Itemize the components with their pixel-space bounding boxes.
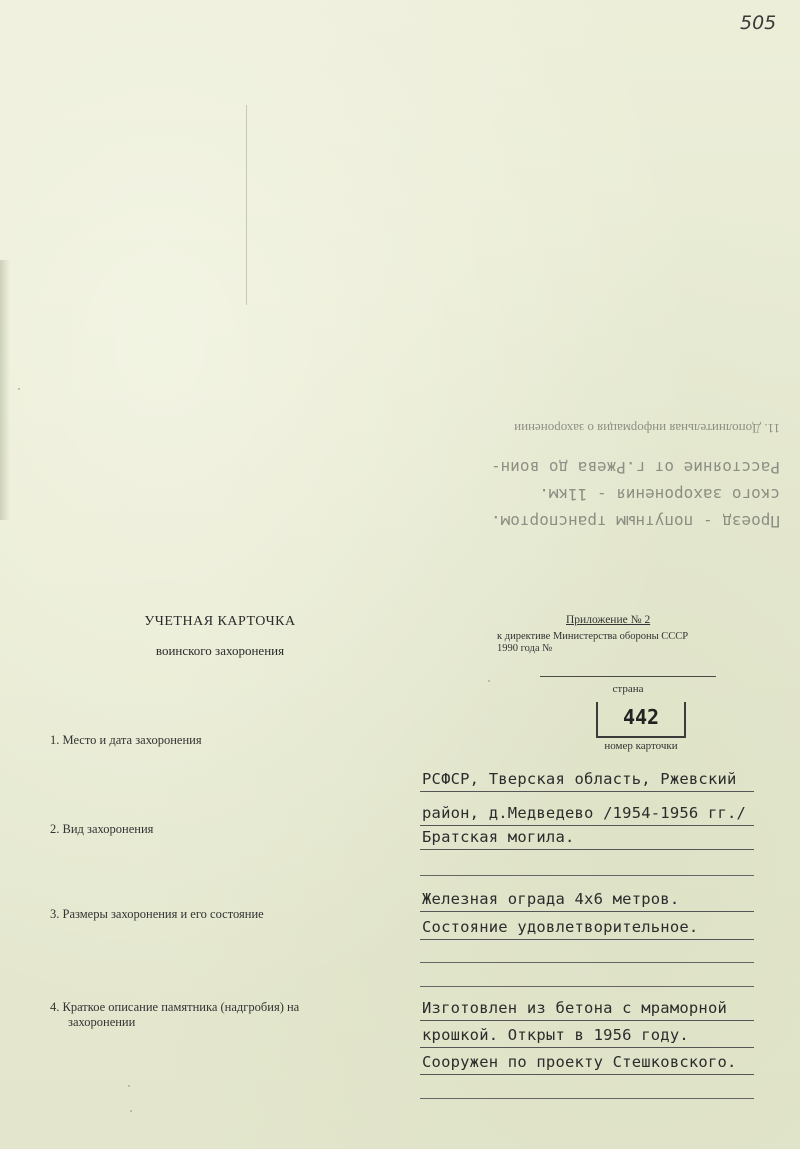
paper-edge-shadow	[0, 260, 10, 520]
card-number: 442	[596, 702, 686, 738]
field-label-line: 4. Краткое описание памятника (надгробия) на	[50, 1000, 300, 1014]
typed-text: крошкой. Открыт в 1956 году.	[422, 1026, 689, 1044]
blank-line	[420, 986, 754, 987]
field-label-line: захоронении	[68, 1015, 136, 1029]
typed-text: РСФСР, Тверская область, Ржевский	[422, 770, 737, 788]
typed-text: Братская могила.	[422, 828, 575, 846]
field-value-line	[420, 764, 754, 792]
card-number-label: номер карточки	[604, 740, 678, 752]
country-line	[540, 676, 716, 677]
field-value-line	[420, 912, 754, 940]
paper-speck	[488, 680, 490, 682]
typed-text: Железная ограда 4х6 метров.	[422, 890, 680, 908]
page-number: 505	[740, 12, 777, 34]
bleed-through-line: ского захоронения - 11км.	[539, 485, 780, 504]
blank-line	[420, 962, 754, 963]
field-value-line	[420, 1020, 754, 1048]
blank-line	[420, 875, 754, 876]
paper-speck	[130, 1110, 132, 1112]
field-label-burial-size: 3. Размеры захоронения и его состояние	[50, 907, 264, 921]
bleed-through-line: Проезд - попутным транспортом.	[491, 512, 780, 531]
paper-speck	[128, 1085, 130, 1087]
field-value-line	[420, 1047, 754, 1075]
paper-speck	[18, 388, 20, 390]
directive-line: 1990 года №	[497, 643, 553, 654]
directive-line: к директиве Министерства обороны СССР	[497, 631, 689, 642]
directive-reference	[497, 631, 757, 655]
field-label-burial-place: 1. Место и дата захоронения	[50, 733, 202, 747]
field-value-line	[420, 884, 754, 912]
blank-line	[420, 1098, 754, 1099]
appendix-label: Приложение № 2	[566, 614, 651, 626]
field-value-line	[420, 993, 754, 1021]
fold-line	[246, 105, 247, 305]
typed-text: район, д.Медведево /1954-1956 гг./	[422, 804, 747, 822]
card-subtitle: воинского захоронения	[155, 643, 285, 658]
field-label-monument-description	[50, 1000, 299, 1030]
country-label: страна	[612, 683, 644, 695]
field-label-burial-type: 2. Вид захоронения	[50, 822, 154, 836]
bleed-through-line: Расстояние от г.Ржева до воин-	[491, 458, 780, 477]
typed-text: Изготовлен из бетона с мраморной	[422, 999, 728, 1017]
bleed-through-heading: 11. Дополнительная информация о захоронении	[514, 421, 780, 436]
card-title: УЧЕТНАЯ КАРТОЧКА	[144, 614, 296, 629]
bleed-through-text	[400, 420, 780, 535]
typed-text: Состояние удовлетворительное.	[422, 918, 699, 936]
typed-text: Сооружен по проекту Стешковского.	[422, 1053, 737, 1071]
field-value-line	[420, 822, 754, 850]
